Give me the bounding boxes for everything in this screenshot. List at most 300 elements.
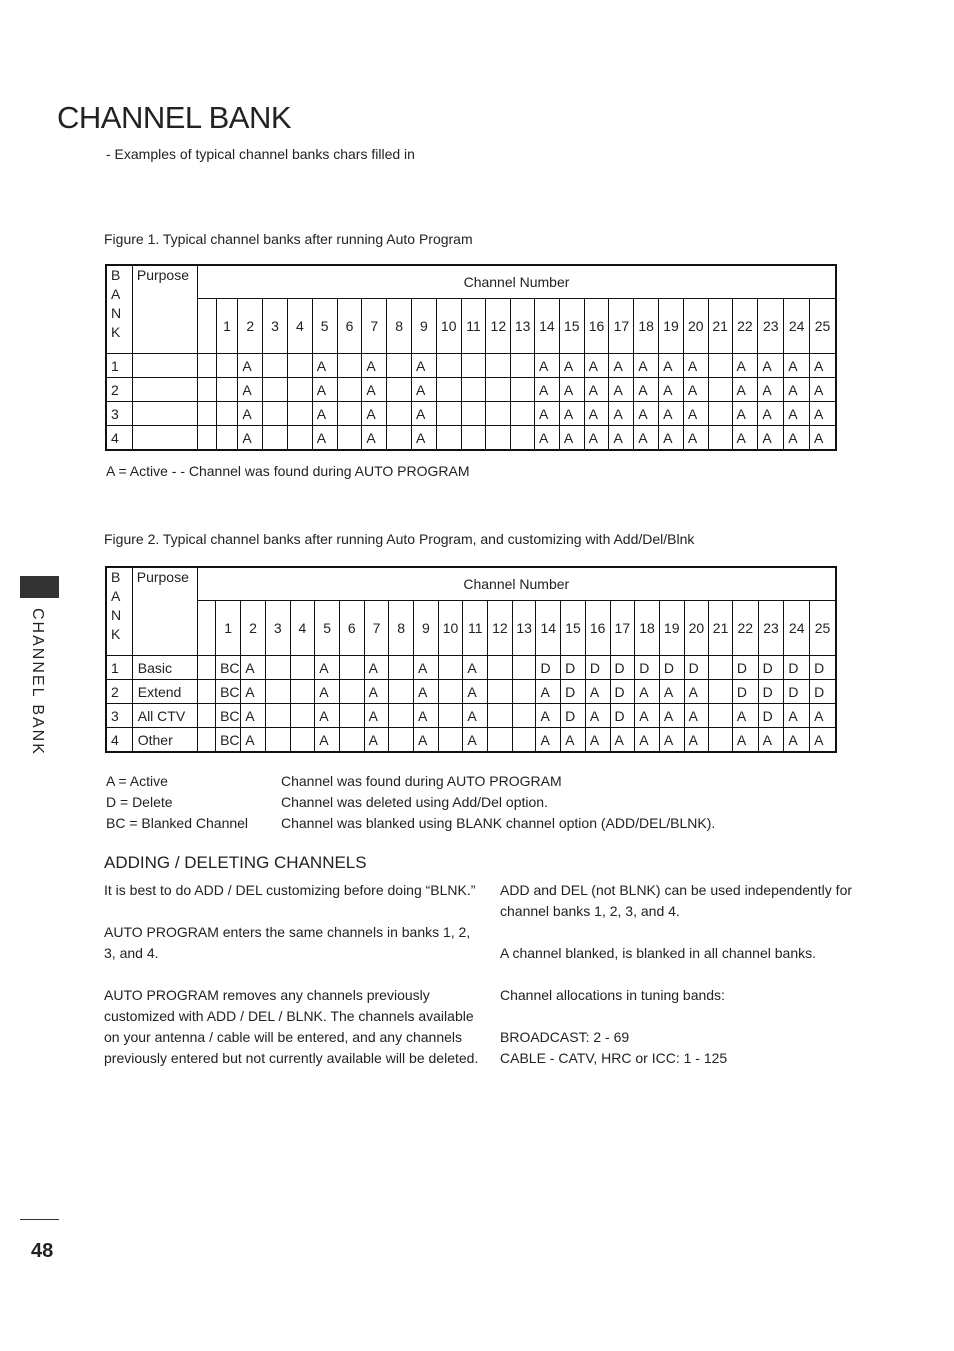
channel-number: 23: [758, 601, 784, 656]
bank-number: 3: [106, 704, 132, 728]
channel-status-cell: A: [732, 378, 758, 402]
channel-status-cell: D: [684, 656, 709, 680]
bank-header-letter: A: [111, 588, 121, 604]
channel-status-cell: [708, 402, 732, 426]
channel-number: 3: [265, 601, 290, 656]
channel-status-cell: D: [659, 656, 684, 680]
channel-status-cell: A: [810, 354, 836, 378]
channel-status-cell: A: [634, 354, 659, 378]
legend-text: Channel was deleted using Add/Del option.: [281, 794, 548, 810]
channel-status-cell: A: [634, 378, 659, 402]
channel-number: 20: [683, 299, 708, 354]
bank-header-letter: N: [111, 607, 122, 623]
legend-key: D = Delete: [106, 794, 173, 810]
channel-status-cell: A: [635, 704, 660, 728]
channel-number: 18: [635, 601, 660, 656]
channel-status-cell: A: [584, 378, 609, 402]
channel-status-cell: A: [362, 378, 387, 402]
channel-status-cell: A: [659, 402, 684, 426]
channel-status-cell: [511, 402, 535, 426]
paragraph: AUTO PROGRAM removes any channels previously customized with ADD / DEL / BLNK. The channels available on your antenna / cable will be entered, and any channels previously entered but not currently available will be deleted.: [104, 987, 479, 1066]
channel-status-cell: A: [559, 378, 584, 402]
channel-status-cell: [511, 354, 535, 378]
channel-status-cell: A: [609, 378, 634, 402]
channel-number: 6: [339, 601, 364, 656]
channel-status-cell: A: [414, 704, 439, 728]
channel-number: 4: [290, 601, 315, 656]
channel-status-cell: [709, 680, 733, 704]
channel-number: 21: [708, 299, 732, 354]
channel-row: [106, 601, 836, 656]
channel-status-cell: A: [684, 680, 709, 704]
channel-status-cell: A: [362, 354, 387, 378]
bank-number: 3: [106, 402, 132, 426]
channel-status-cell: A: [659, 728, 684, 753]
channel-status-cell: A: [784, 728, 810, 753]
spacer-cell: [198, 402, 217, 426]
page-title: CHANNEL BANK: [57, 100, 292, 135]
channel-status-cell: A: [585, 728, 610, 753]
channel-status-cell: BC: [216, 728, 241, 753]
channel-status-cell: [709, 656, 733, 680]
channel-status-cell: A: [810, 728, 836, 753]
channel-status-cell: BC: [216, 656, 241, 680]
channel-status-cell: A: [559, 426, 584, 451]
channel-status-cell: A: [659, 680, 684, 704]
channel-status-cell: [337, 426, 362, 451]
channel-status-cell: A: [635, 680, 660, 704]
band-broadcast: BROADCAST: 2 - 69: [500, 1029, 630, 1045]
channel-number: 14: [535, 299, 560, 354]
channel-status-cell: A: [315, 680, 340, 704]
channel-number: 15: [559, 299, 584, 354]
spacer-cell: [197, 704, 216, 728]
channel-status-cell: [438, 704, 463, 728]
spacer-cell: [198, 354, 217, 378]
channel-status-cell: [709, 704, 733, 728]
channel-status-cell: A: [584, 426, 609, 451]
channel-status-cell: A: [241, 704, 266, 728]
purpose-header: Purpose: [132, 567, 197, 656]
left-column: [104, 880, 479, 1090]
channel-status-cell: [339, 728, 364, 753]
channel-status-cell: A: [659, 354, 684, 378]
channel-status-cell: [389, 704, 414, 728]
paragraph: Channel allocations in tuning bands:: [500, 987, 725, 1003]
channel-status-cell: A: [238, 354, 263, 378]
side-tab-label: CHANNEL BANK: [29, 608, 46, 756]
spacer-cell: [197, 680, 216, 704]
channel-number: 12: [486, 299, 511, 354]
channel-status-cell: A: [732, 704, 758, 728]
channel-number: 22: [732, 601, 758, 656]
channel-status-cell: [461, 354, 486, 378]
channel-status-cell: [216, 378, 238, 402]
channel-status-cell: A: [238, 426, 263, 451]
channel-status-cell: A: [784, 378, 810, 402]
channel-status-cell: A: [414, 680, 439, 704]
channel-status-cell: D: [758, 680, 784, 704]
channel-status-cell: A: [364, 656, 389, 680]
channel-number: 1: [216, 601, 241, 656]
channel-status-cell: [263, 426, 288, 451]
channel-status-cell: D: [610, 704, 635, 728]
spacer-cell: [198, 378, 217, 402]
channel-status-cell: [512, 656, 536, 680]
spacer-cell: [197, 601, 216, 656]
channel-status-cell: A: [412, 354, 437, 378]
channel-status-cell: D: [561, 680, 586, 704]
channel-number: 3: [263, 299, 288, 354]
bank-header: [106, 567, 132, 656]
channel-number: 16: [584, 299, 609, 354]
channel-status-cell: [265, 656, 290, 680]
channel-status-cell: D: [784, 680, 810, 704]
bank-row: [106, 426, 836, 451]
channel-number: 16: [585, 601, 610, 656]
channel-status-cell: A: [414, 656, 439, 680]
bank-header-letter: A: [111, 286, 121, 302]
channel-status-cell: A: [758, 402, 784, 426]
right-column: [500, 880, 870, 1069]
channel-status-cell: A: [732, 728, 758, 753]
channel-status-cell: [708, 354, 732, 378]
bank-purpose: [132, 426, 197, 451]
channel-status-cell: BC: [216, 704, 241, 728]
channel-number: 25: [810, 601, 836, 656]
channel-number: 24: [784, 299, 810, 354]
channel-status-cell: [216, 402, 238, 426]
channel-status-cell: [216, 354, 238, 378]
channel-status-cell: [436, 426, 461, 451]
channel-number: 20: [684, 601, 709, 656]
channel-status-cell: [438, 656, 463, 680]
channel-number: 25: [810, 299, 836, 354]
channel-number: 2: [241, 601, 266, 656]
channel-status-cell: A: [362, 426, 387, 451]
channel-status-cell: D: [784, 656, 810, 680]
figure1-caption: Figure 1. Typical channel banks after running Auto Program: [104, 231, 473, 247]
channel-status-cell: [512, 728, 536, 753]
channel-status-cell: A: [536, 704, 561, 728]
channel-number: 2: [238, 299, 263, 354]
bank-row: [106, 728, 836, 753]
channel-number: 22: [732, 299, 758, 354]
channel-status-cell: A: [463, 728, 488, 753]
channel-status-cell: A: [634, 426, 659, 451]
channel-status-cell: A: [241, 656, 266, 680]
figure2-caption: Figure 2. Typical channel banks after running Auto Program, and customizing with Add/Del/Blnk: [104, 531, 695, 547]
channel-status-cell: A: [784, 704, 810, 728]
channel-status-cell: A: [810, 402, 836, 426]
figure1-legend: A = Active - - Channel was found during AUTO PROGRAM: [106, 463, 470, 479]
channel-status-cell: [339, 680, 364, 704]
channel-status-cell: A: [315, 728, 340, 753]
channel-status-cell: [486, 378, 511, 402]
channel-status-cell: A: [683, 402, 708, 426]
channel-number: 12: [488, 601, 513, 656]
channel-status-cell: A: [559, 354, 584, 378]
side-tab-marker: [20, 576, 59, 598]
paragraph: It is best to do ADD / DEL customizing before doing “BLNK.”: [104, 882, 476, 898]
channel-status-cell: A: [810, 426, 836, 451]
channel-status-cell: [263, 378, 288, 402]
bank-number: 1: [106, 354, 132, 378]
bank-row: [106, 704, 836, 728]
channel-number: 17: [610, 601, 635, 656]
header-row: [106, 567, 836, 601]
channel-status-cell: [387, 402, 412, 426]
channel-status-cell: D: [732, 656, 758, 680]
channel-number: 11: [463, 601, 488, 656]
channel-status-cell: A: [758, 354, 784, 378]
channel-number: 10: [436, 299, 461, 354]
bank-number: 1: [106, 656, 132, 680]
bank-header: [106, 265, 132, 354]
channel-status-cell: [389, 680, 414, 704]
bank-row: [106, 378, 836, 402]
channel-number: 8: [387, 299, 412, 354]
channel-status-cell: D: [810, 656, 836, 680]
band-cable: CABLE - CATV, HRC or ICC: 1 - 125: [500, 1050, 728, 1066]
channel-number: 6: [337, 299, 362, 354]
channel-status-cell: D: [810, 680, 836, 704]
bank-purpose: Basic: [132, 656, 197, 680]
channel-status-cell: A: [610, 728, 635, 753]
channel-status-cell: [287, 354, 312, 378]
channel-status-cell: A: [315, 656, 340, 680]
channel-status-cell: [461, 378, 486, 402]
channel-status-cell: [290, 704, 315, 728]
channel-status-cell: [287, 378, 312, 402]
channel-status-cell: [287, 402, 312, 426]
channel-status-cell: A: [609, 402, 634, 426]
channel-status-cell: A: [609, 426, 634, 451]
paragraph: AUTO PROGRAM enters the same channels in banks 1, 2, 3, and 4.: [104, 924, 471, 961]
channel-number: 1: [216, 299, 238, 354]
channel-status-cell: [511, 378, 535, 402]
figure2-legend: [106, 771, 715, 834]
channel-status-cell: D: [610, 656, 635, 680]
channel-status-cell: [290, 656, 315, 680]
channel-status-cell: D: [635, 656, 660, 680]
bank-purpose: [132, 378, 197, 402]
channel-row: [106, 299, 836, 354]
bank-purpose: [132, 354, 197, 378]
channel-status-cell: A: [312, 426, 337, 451]
channel-status-cell: A: [414, 728, 439, 753]
channel-status-cell: A: [364, 704, 389, 728]
channel-number: 14: [536, 601, 561, 656]
legend-row: [106, 771, 715, 792]
channel-status-cell: A: [312, 402, 337, 426]
channel-status-cell: [216, 426, 238, 451]
channel-number: 7: [362, 299, 387, 354]
channel-status-cell: D: [536, 656, 561, 680]
channel-status-cell: [708, 378, 732, 402]
channel-status-cell: A: [584, 354, 609, 378]
channel-status-cell: [389, 728, 414, 753]
figure2-table: [105, 566, 837, 753]
figure1-table: [105, 264, 837, 451]
channel-status-cell: [387, 426, 412, 451]
channel-status-cell: [709, 728, 733, 753]
channel-status-cell: A: [659, 704, 684, 728]
channel-number: 7: [364, 601, 389, 656]
channel-status-cell: A: [463, 704, 488, 728]
channel-status-cell: [265, 704, 290, 728]
channel-number-header: Channel Number: [197, 567, 836, 601]
channel-status-cell: D: [758, 656, 784, 680]
channel-number: 19: [659, 299, 684, 354]
channel-status-cell: A: [463, 656, 488, 680]
bank-header-letter: K: [111, 626, 121, 642]
channel-status-cell: [263, 402, 288, 426]
legend-row: [106, 792, 715, 813]
channel-status-cell: A: [241, 680, 266, 704]
channel-status-cell: A: [784, 426, 810, 451]
spacer-cell: [197, 728, 216, 753]
channel-status-cell: A: [535, 426, 560, 451]
channel-status-cell: [488, 728, 513, 753]
channel-status-cell: A: [412, 402, 437, 426]
bank-purpose: Extend: [132, 680, 197, 704]
channel-status-cell: [389, 656, 414, 680]
bank-row: [106, 680, 836, 704]
channel-status-cell: [486, 402, 511, 426]
channel-status-cell: [488, 656, 513, 680]
channel-status-cell: A: [684, 728, 709, 753]
channel-status-cell: A: [609, 354, 634, 378]
channel-status-cell: D: [561, 656, 586, 680]
channel-status-cell: [290, 728, 315, 753]
legend-text: Channel was blanked using BLANK channel option (ADD/DEL/BLNK).: [281, 815, 716, 831]
channel-status-cell: A: [412, 378, 437, 402]
channel-status-cell: A: [732, 402, 758, 426]
bank-number: 4: [106, 728, 132, 753]
channel-status-cell: [265, 680, 290, 704]
channel-status-cell: [337, 402, 362, 426]
header-row: [106, 265, 836, 299]
legend-key: A = Active: [106, 773, 168, 789]
channel-number: 13: [512, 601, 536, 656]
channel-status-cell: [337, 354, 362, 378]
bank-row: [106, 656, 836, 680]
channel-number: 24: [784, 601, 810, 656]
channel-status-cell: [512, 704, 536, 728]
channel-status-cell: [486, 354, 511, 378]
channel-status-cell: A: [659, 426, 684, 451]
bank-row: [106, 402, 836, 426]
channel-number: 21: [709, 601, 733, 656]
channel-status-cell: A: [536, 680, 561, 704]
bank-header-letter: B: [111, 569, 121, 585]
spacer-cell: [198, 426, 217, 451]
bank-header-letter: N: [111, 305, 122, 321]
channel-status-cell: D: [561, 704, 586, 728]
channel-status-cell: [387, 354, 412, 378]
channel-status-cell: BC: [216, 680, 241, 704]
bank-header-letter: K: [111, 324, 121, 340]
channel-status-cell: A: [238, 378, 263, 402]
channel-number: 8: [389, 601, 414, 656]
section-heading: ADDING / DELETING CHANNELS: [104, 853, 367, 872]
channel-status-cell: [387, 378, 412, 402]
channel-status-cell: A: [585, 680, 610, 704]
channel-status-cell: A: [659, 378, 684, 402]
channel-status-cell: [287, 426, 312, 451]
channel-number: 18: [634, 299, 659, 354]
channel-status-cell: [436, 402, 461, 426]
channel-status-cell: D: [585, 656, 610, 680]
page-number-rule: [20, 1219, 59, 1220]
channel-status-cell: A: [536, 728, 561, 753]
channel-number: 9: [414, 601, 439, 656]
channel-status-cell: A: [535, 402, 560, 426]
channel-status-cell: [512, 680, 536, 704]
channel-number: 11: [461, 299, 486, 354]
channel-status-cell: [339, 704, 364, 728]
channel-number: 17: [609, 299, 634, 354]
channel-status-cell: A: [241, 728, 266, 753]
channel-status-cell: A: [584, 402, 609, 426]
channel-number: 13: [511, 299, 535, 354]
channel-status-cell: A: [585, 704, 610, 728]
channel-number: 9: [412, 299, 437, 354]
channel-status-cell: A: [535, 354, 560, 378]
paragraph: A channel blanked, is blanked in all channel banks.: [500, 945, 816, 961]
bank-purpose: [132, 402, 197, 426]
channel-status-cell: A: [810, 378, 836, 402]
channel-status-cell: A: [535, 378, 560, 402]
spacer-cell: [197, 656, 216, 680]
channel-status-cell: [488, 704, 513, 728]
channel-number: 23: [758, 299, 784, 354]
channel-status-cell: A: [810, 704, 836, 728]
channel-status-cell: A: [784, 354, 810, 378]
channel-status-cell: D: [758, 704, 784, 728]
channel-status-cell: [438, 680, 463, 704]
channel-status-cell: A: [732, 354, 758, 378]
channel-number: 5: [315, 601, 340, 656]
page-number: 48: [31, 1240, 54, 1262]
channel-status-cell: [486, 426, 511, 451]
legend-text: Channel was found during AUTO PROGRAM: [281, 773, 562, 789]
channel-status-cell: A: [684, 704, 709, 728]
channel-status-cell: [708, 426, 732, 451]
channel-status-cell: [511, 426, 535, 451]
channel-status-cell: [436, 354, 461, 378]
channel-status-cell: A: [634, 402, 659, 426]
channel-status-cell: [265, 728, 290, 753]
channel-status-cell: [436, 378, 461, 402]
channel-status-cell: [488, 680, 513, 704]
bank-header-letter: B: [111, 267, 121, 283]
channel-status-cell: D: [610, 680, 635, 704]
bank-purpose: All CTV: [132, 704, 197, 728]
channel-status-cell: A: [758, 728, 784, 753]
channel-status-cell: A: [238, 402, 263, 426]
spacer-cell: [198, 299, 217, 354]
channel-status-cell: A: [364, 680, 389, 704]
channel-status-cell: [339, 656, 364, 680]
channel-status-cell: A: [312, 378, 337, 402]
purpose-header: Purpose: [132, 265, 197, 354]
channel-status-cell: A: [561, 728, 586, 753]
channel-number-header: Channel Number: [198, 265, 837, 299]
channel-status-cell: A: [683, 426, 708, 451]
channel-number: 19: [659, 601, 684, 656]
